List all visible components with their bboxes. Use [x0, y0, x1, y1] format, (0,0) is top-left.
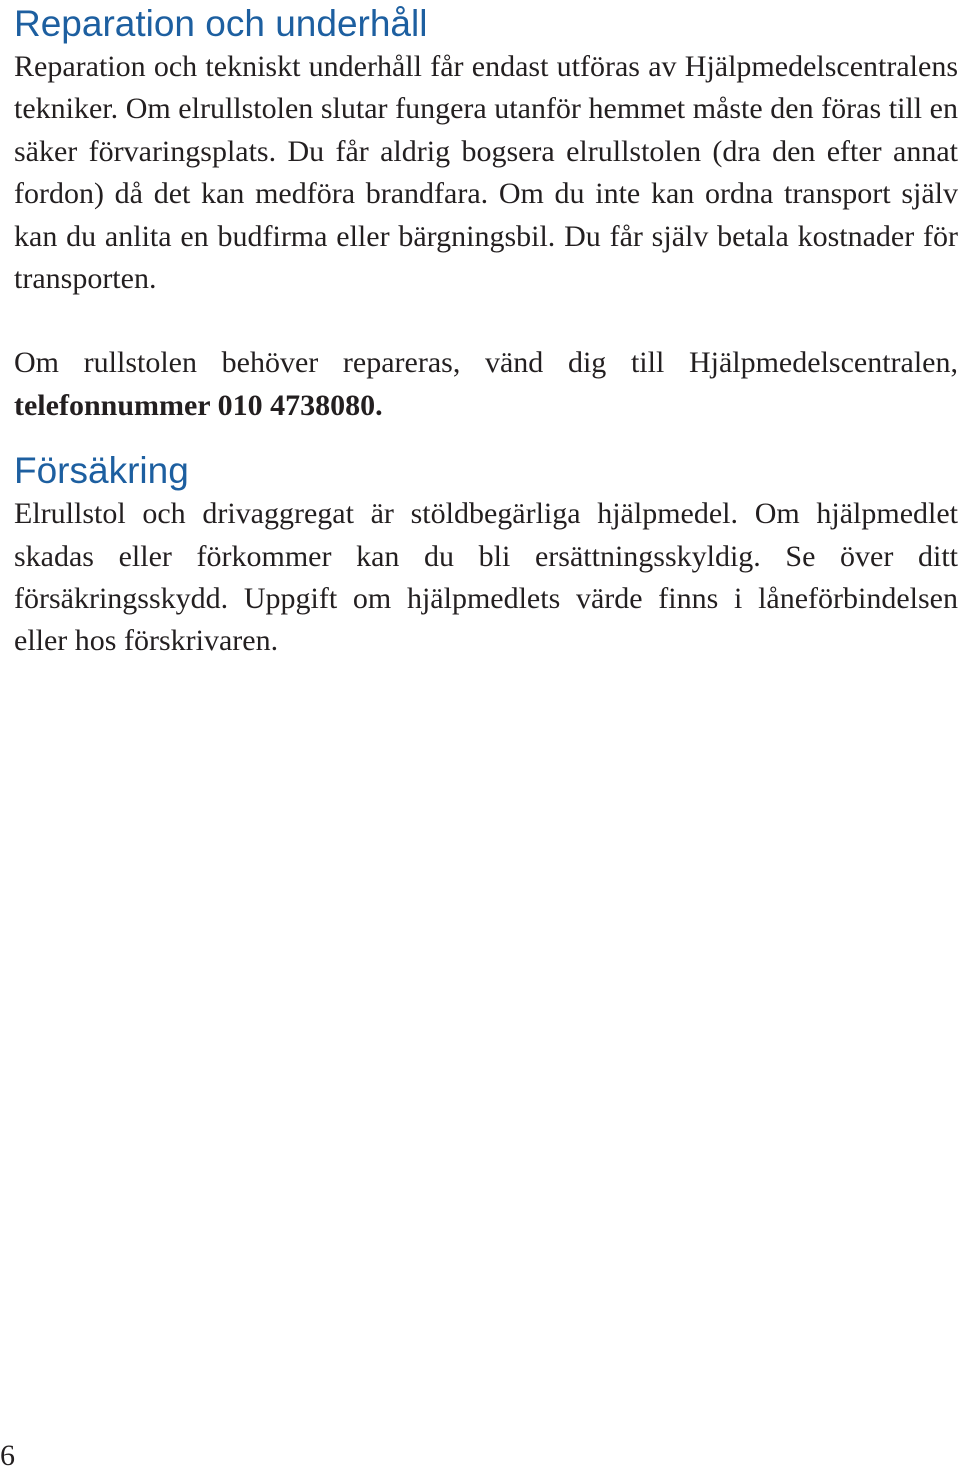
section-heading-forsakring: Försäkring: [14, 450, 189, 492]
document-page: [14, 0, 958, 663]
paragraph-spacer: [14, 300, 958, 342]
paragraph-contact: [14, 342, 958, 427]
paragraph-forsakring: Elrullstol och drivaggregat är stöldbegärliga hjälpmedel. Om hjälpmedlet skadas eller förkommer kan du bli ersättningsskyldig. Se över ditt försäkringsskydd. Uppgift om hjälpmedlets värde finns i låneförbindelsen eller hos förskrivaren.: [14, 497, 958, 658]
phone-number: telefonnummer 010 4738080.: [14, 388, 383, 422]
section-spacer: [14, 427, 958, 449]
paragraph-reparation: Reparation och tekniskt underhåll får endast utföras av Hjälpmedelscentralens tekniker. Om elrullstolen slutar fungera utanför hemmet måste den föras till en säker förvaringsplats. Du får aldrig bogsera elrullstolen (dra den efter annat fordon) då det kan medföra brandfara. Om du inte kan ordna transport själv kan du anlita en budfirma eller bärgningsbil. Du får själv betala kostnader för transporten.: [14, 50, 958, 296]
contact-text: Om rullstolen behöver repareras, vänd dig till Hjälpmedelscentralen,: [14, 346, 958, 380]
page-number: 6: [0, 1439, 15, 1472]
section-heading-reparation: Reparation och underhåll: [14, 3, 428, 44]
